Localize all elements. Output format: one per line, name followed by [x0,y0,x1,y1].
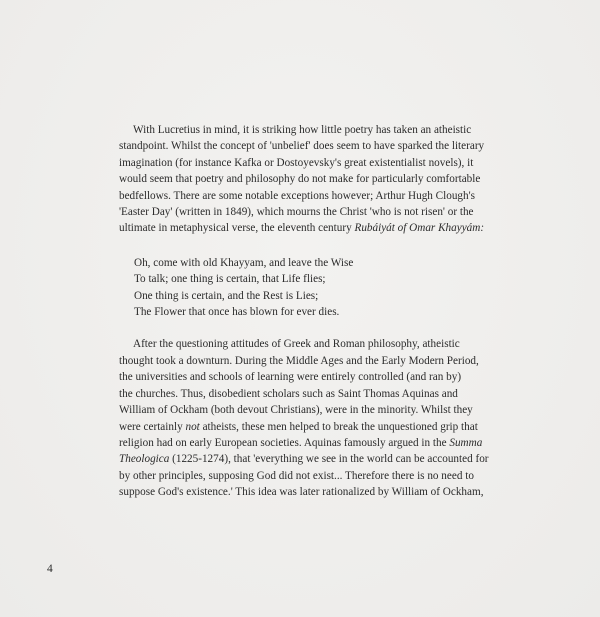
paragraph-2-line-8 [119,451,519,467]
paragraph-2-line-8-b: (1225-1274), that 'everything we see in the world can be accounted for [169,453,489,466]
paragraph-1 [119,122,519,237]
paragraph-2-line-6-b: atheists, these men helped to break the unquestioned grip that [199,420,478,433]
body-text [119,122,519,501]
paragraph-2-line-3: the universities and schools of learning were entirely controlled (and ran by) [119,371,462,384]
paragraph-2-line-4: the churches. Thus, disobedient scholars such as Saint Thomas Aquinas and [119,387,458,400]
paragraph-2-line-6 [119,419,519,435]
paragraph-1-line-2: standpoint. Whilst the concept of 'unbelief' does seem to have sparked the literary [119,140,485,153]
rubaiyat-title: Rubáiyát of Omar Khayyám: [354,222,485,235]
paragraph-2-line-1: After the questioning attitudes of Greek and Roman philosophy, atheistic [133,338,460,351]
paragraph-2 [119,336,519,500]
paragraph-2-line-5: William of Ockham (both devout Christians), were in the minority. Whilst they [119,404,473,417]
summa-title: Summa [449,436,483,449]
paragraph-2-line-7 [119,435,519,451]
paragraph-1-line-6: 'Easter Day' (written in 1849), which mourns the Christ 'who is not risen' or the [119,206,474,219]
paragraph-1-line-3: imagination (for instance Kafka or Dostoyevsky's great existentialist novels), it [119,156,474,169]
verse-line-4: The Flower that once has blown for ever dies. [134,306,340,319]
theologica-title: Theologica [119,453,170,466]
paragraph-2-line-9: by other principles, supposing God did not exist... Therefore there is no need to [119,469,474,482]
paragraph-1-line-4: would seem that poetry and philosophy do not make for particularly comfortable [119,173,481,186]
paragraph-1-line-7 [119,220,519,236]
verse-line-1: Oh, come with old Khayyam, and leave the Wise [134,256,354,269]
verse-line-2: To talk; one thing is certain, that Life flies; [134,273,326,286]
emphasis-not: not [185,420,200,433]
page-number: 4 [47,563,53,575]
paragraph-1-line-7-text: ultimate in metaphysical verse, the eleventh century [119,222,355,235]
paragraph-2-line-7-a: religion had on early European societies. Aquinas famously argued in the [119,436,450,449]
paragraph-2-line-10: suppose God's existence.' This idea was later rationalized by William of Ockham, [119,486,484,499]
verse-line-3: One thing is certain, and the Rest is Lies; [134,289,319,302]
paragraph-1-line-5: bedfellows. There are some notable exceptions however; Arthur Hugh Clough's [119,189,475,202]
verse-quote [134,255,519,321]
paragraph-2-line-6-a: were certainly [119,420,186,433]
paragraph-2-line-2: thought took a downturn. During the Middle Ages and the Early Modern Period, [119,354,479,367]
paragraph-1-line-1: With Lucretius in mind, it is striking how little poetry has taken an atheistic [133,124,472,136]
